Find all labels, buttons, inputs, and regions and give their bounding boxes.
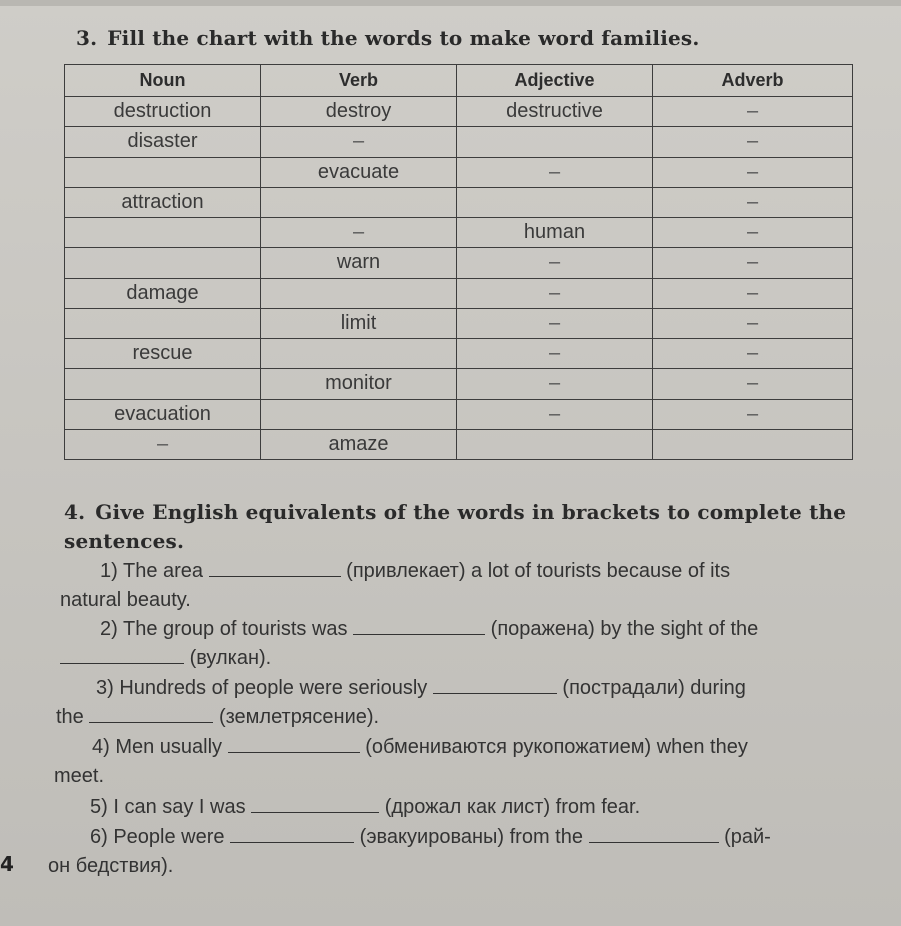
table-row [65, 127, 853, 157]
sentence-2-line-1 [100, 618, 758, 641]
sentence-3-hint: (пострадали) during [562, 677, 746, 699]
cell-verb: destroy [261, 97, 457, 127]
table-row [65, 429, 853, 459]
cell-adverb[interactable] [653, 429, 853, 459]
table-row [65, 339, 853, 369]
sentence-4-start: 4) Men usually [92, 736, 223, 758]
cell-adjective: – [457, 369, 653, 399]
sentence-2-hint: (поражена) by the sight of the [490, 618, 759, 640]
sentence-2-line-2 [60, 647, 271, 670]
answer-blank-8[interactable] [230, 826, 354, 843]
answer-blank-3[interactable] [60, 647, 184, 664]
answer-blank-4[interactable] [433, 677, 557, 694]
cell-adjective: – [457, 399, 653, 429]
table-header-row [65, 65, 853, 97]
cell-adverb: – [653, 369, 853, 399]
header-adjective: Adjective [457, 65, 653, 97]
cell-noun: damage [65, 278, 261, 308]
page-number: 4 [0, 852, 14, 876]
cell-adverb: – [653, 278, 853, 308]
sentence-4-end: meet. [54, 765, 105, 787]
cell-adverb: – [653, 339, 853, 369]
sentence-6-hint-part-1: (рай- [724, 826, 771, 848]
cell-verb: evacuate [261, 157, 457, 187]
cell-verb[interactable] [261, 339, 457, 369]
cell-adjective[interactable] [457, 429, 653, 459]
cell-adjective: – [457, 308, 653, 338]
word-family-table [64, 64, 853, 460]
cell-noun: – [65, 429, 261, 459]
exercise-3-heading [76, 26, 700, 50]
exercise-3-instruction: Fill the chart with the words to make word families. [107, 26, 700, 50]
answer-blank-2[interactable] [353, 618, 485, 635]
cell-adjective[interactable] [457, 127, 653, 157]
cell-verb[interactable] [261, 278, 457, 308]
sentence-3-the: the [56, 706, 84, 728]
cell-adverb: – [653, 308, 853, 338]
sentence-6-hint: (эвакуированы) from the [359, 826, 583, 848]
cell-noun[interactable] [65, 218, 261, 248]
answer-blank-6[interactable] [228, 736, 360, 753]
table-row [65, 248, 853, 278]
sentence-6-start: 6) People were [90, 826, 225, 848]
exercise-4-heading [64, 498, 864, 556]
cell-noun: destruction [65, 97, 261, 127]
answer-blank-5[interactable] [89, 706, 213, 723]
sentence-3-line-2 [56, 706, 379, 729]
cell-adjective: – [457, 278, 653, 308]
sentence-6-line-1 [90, 826, 771, 849]
cell-adverb: – [653, 97, 853, 127]
cell-adverb: – [653, 399, 853, 429]
sentence-3-line-1 [96, 677, 746, 700]
sentence-5-line [90, 796, 640, 819]
cell-adverb: – [653, 248, 853, 278]
table-row [65, 187, 853, 217]
sentence-4-hint: (обмениваются рукопожатием) when they [365, 736, 748, 758]
cell-adverb: – [653, 127, 853, 157]
cell-verb: – [261, 127, 457, 157]
cell-adjective: destructive [457, 97, 653, 127]
sentence-6-line-2 [48, 855, 173, 878]
cell-adjective[interactable] [457, 187, 653, 217]
cell-adverb: – [653, 187, 853, 217]
answer-blank-1[interactable] [209, 560, 341, 577]
table-row [65, 308, 853, 338]
cell-adjective: – [457, 339, 653, 369]
sentence-3-end: (землетрясение). [218, 706, 380, 728]
table-row [65, 218, 853, 248]
table-row [65, 157, 853, 187]
sentence-6-hint-part-2: он бедствия). [48, 855, 174, 877]
answer-blank-7[interactable] [251, 796, 379, 813]
cell-noun[interactable] [65, 369, 261, 399]
sentence-2-end: (вулкан). [189, 647, 272, 669]
header-noun: Noun [65, 65, 261, 97]
cell-noun: attraction [65, 187, 261, 217]
cell-adverb: – [653, 157, 853, 187]
header-adverb: Adverb [653, 65, 853, 97]
sentence-5-hint: (дрожал как лист) from fear. [384, 796, 641, 818]
sentence-4-line-2 [54, 765, 104, 788]
cell-noun[interactable] [65, 248, 261, 278]
cell-adjective: human [457, 218, 653, 248]
sentence-2-start: 2) The group of tourists was [100, 618, 348, 640]
sentence-1-start: 1) The area [100, 560, 204, 582]
cell-adverb: – [653, 218, 853, 248]
answer-blank-9[interactable] [589, 826, 719, 843]
sentence-1-end: natural beauty. [60, 589, 191, 611]
sentence-1-line-2 [60, 589, 191, 612]
sentence-1-hint: (привлекает) a lot of tourists because of its [346, 560, 731, 582]
cell-verb: limit [261, 308, 457, 338]
cell-verb: monitor [261, 369, 457, 399]
table-row [65, 278, 853, 308]
cell-noun: evacuation [65, 399, 261, 429]
sentence-5-start: 5) I can say I was [90, 796, 246, 818]
table-row [65, 399, 853, 429]
exercise-3-number: 3. [76, 26, 98, 50]
cell-noun[interactable] [65, 308, 261, 338]
cell-verb[interactable] [261, 399, 457, 429]
cell-adjective: – [457, 248, 653, 278]
sentence-4-line-1 [92, 736, 748, 759]
exercise-4-instruction: Give English equivalents of the words in brackets to complete the sentences. [64, 500, 847, 553]
cell-verb[interactable] [261, 187, 457, 217]
cell-adjective: – [457, 157, 653, 187]
cell-verb: – [261, 218, 457, 248]
cell-noun: rescue [65, 339, 261, 369]
sentence-1-line-1 [100, 560, 730, 583]
table-row [65, 369, 853, 399]
table-row [65, 97, 853, 127]
page-top-edge [0, 0, 901, 6]
cell-noun[interactable] [65, 157, 261, 187]
sentence-3-start: 3) Hundreds of people were seriously [96, 677, 428, 699]
exercise-4-number: 4. [64, 500, 86, 524]
cell-verb: warn [261, 248, 457, 278]
cell-noun: disaster [65, 127, 261, 157]
cell-verb: amaze [261, 429, 457, 459]
header-verb: Verb [261, 65, 457, 97]
